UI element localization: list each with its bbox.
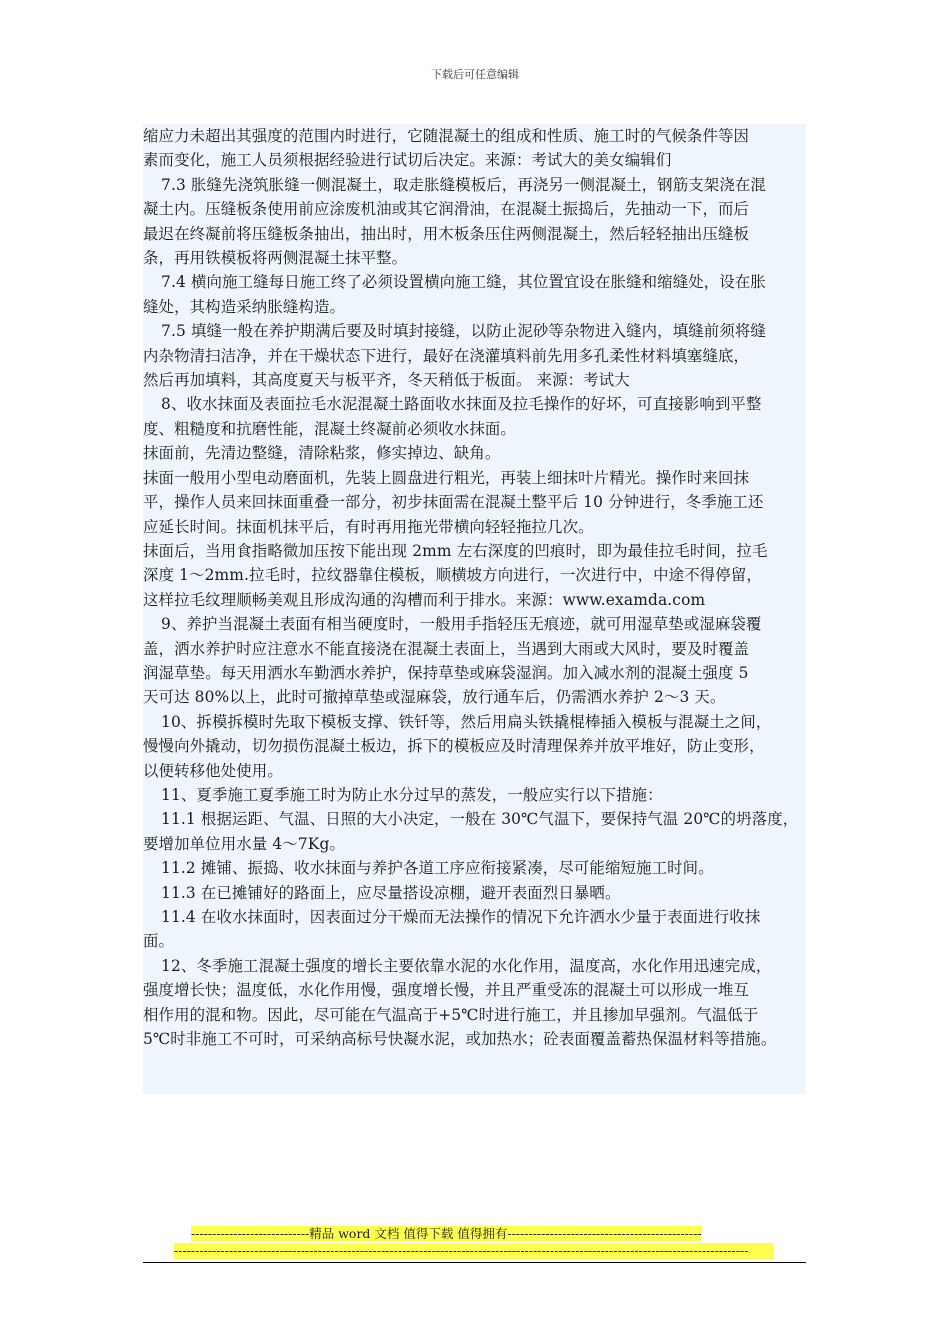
document-body: [143, 124, 806, 1094]
body-line: 抹面前，先清边整缝，清除粘浆，修实掉边、缺角。: [143, 444, 501, 463]
body-line: 缝处，其构造采纳胀缝构造。: [143, 297, 346, 316]
body-line: 强度增长快；温度低，水化作用慢，强度增长慢，并且严重受冻的混凝土可以形成一堆互: [143, 981, 750, 1000]
body-line: 天可达 80%以上，此时可撤掉草垫或湿麻袋，放行通车后，仍需洒水养护 2～3 天。: [143, 688, 726, 707]
body-line: 以便转移他处使用。: [143, 761, 283, 780]
body-line: 11.3 在已摊铺好的路面上，应尽量搭设凉棚，避开表面烈日暴晒。: [161, 883, 621, 902]
body-line: 7.3 胀缝先浇筑胀缝一侧混凝土，取走胀缝模板后，再浇另一侧混凝土，钢筋支架浇在混: [161, 175, 766, 194]
body-line: 10、拆模拆模时先取下模板支撑、铁钎等，然后用扁头铁撬棍棒插入模板与混凝土之间，: [161, 712, 772, 731]
body-line: 11.4 在收水抹面时，因表面过分干燥而无法操作的情况下允许洒水少量于表面进行收抹: [161, 908, 761, 926]
footer-banner: ----------------------------精品 word 文档 值得下载 值得拥有----------------------------------------------: [191, 1226, 702, 1241]
body-line: 11.2 摊铺、振捣、收水抹面与养护各道工序应衔接紧凑，尽可能缩短施工时间。: [161, 859, 714, 878]
body-line: 这样拉毛纹理顺畅美观且形成沟通的沟槽而利于排水。来源：www.examda.com: [143, 590, 706, 609]
body-line: 条，再用铁模板将两侧混凝土抹平整。: [143, 249, 408, 268]
body-line: 素而变化，施工人员须根据经验进行试切后决定。来源：考试大的美女编辑们: [143, 151, 672, 170]
body-line: 然后再加填料，其高度夏天与板平齐，冬天稍低于板面。 来源：考试大: [143, 371, 630, 390]
body-line: 慢慢向外撬动，切勿损伤混凝土板边，拆下的模板应及时清理保养并放平堆好，防止变形，: [143, 737, 765, 756]
body-line: 内杂物清扫洁净，并在干燥状态下进行，最好在浇灌填料前先用多孔柔性材料填塞缝底，: [143, 346, 750, 365]
body-line: 凝土内。压缝板条使用前应涂废机油或其它润滑油，在混凝土振捣后，先抽动一下，而后: [143, 200, 750, 219]
body-line: 润湿草垫。每天用洒水车勤洒水养护，保持草垫或麻袋湿润。加入减水剂的混凝土强度 5: [143, 663, 749, 682]
body-line: 11.1 根据运距、气温、日照的大小决定，一般在 30℃气温下，要保持气温 20℃的坍落度，: [161, 810, 799, 829]
page-header: 下载后可任意编辑: [431, 68, 519, 81]
body-line: 9、养护当混凝土表面有相当硬度时，一般用手指轻压无痕迹，就可用湿草垫或湿麻袋覆: [161, 615, 762, 634]
footer-divider: [143, 1262, 806, 1263]
body-line: 抹面后，当用食指略微加压按下能出现 2mm 左右深度的凹痕时，即为最佳拉毛时间，拉毛: [143, 541, 768, 560]
body-line: 面。: [143, 932, 175, 951]
body-line: 深度 1～2mm.拉毛时，拉纹器靠住模板，顺横坡方向进行，一次进行中，中途不得停留，: [143, 566, 762, 585]
body-line: 11、夏季施工夏季施工时为防止水分过早的蒸发，一般应实行以下措施：: [161, 785, 663, 804]
body-line: 平，操作人员来回抹面重叠一部分，初步抹面需在混凝土整平后 10 分钟进行，冬季施工还: [143, 493, 764, 512]
body-line: 5℃时非施工不可时，可采纳高标号快凝水泥，或加热水；砼表面覆盖蓄热保温材料等措施。: [143, 1030, 777, 1049]
body-line: 应延长时间。抹面机抹平后，有时再用拖光带横向轻轻拖拉几次。: [143, 517, 594, 536]
body-line: 8、收水抹面及表面拉毛水泥混凝土路面收水抹面及拉毛操作的好坏，可直接影响到平整: [161, 395, 762, 414]
body-line: 盖，洒水养护时应注意水不能直接浇在混凝土表面上，当遇到大雨或大风时，要及时覆盖: [143, 639, 750, 658]
body-line: 要增加单位用水量 4～7Kg。: [143, 834, 345, 853]
body-line: 7.4 横向施工缝每日施工终了必须设置横向施工缝，其位置宜设在胀缝和缩缝处，设在胀: [161, 273, 766, 292]
body-line: 缩应力未超出其强度的范围内时进行，它随混凝土的组成和性质、施工时的气候条件等因: [143, 127, 750, 145]
body-line: 相作用的混和物。因此，尽可能在气温高于+5℃时进行施工，并且掺加早强剂。气温低于: [143, 1005, 759, 1024]
body-line: 7.5 填缝一般在养护期满后要及时填封接缝，以防止泥砂等杂物进入缝内，填缝前须将缝: [161, 322, 766, 341]
footer-dash-line: ----------------------------------------------------------------------------------------------------------------------------------------: [174, 1243, 774, 1259]
body-line: 最迟在终凝前将压缝板条抽出，抽出时，用木板条压住两侧混凝土，然后轻轻抽出压缝板: [143, 224, 750, 243]
body-line: 抹面一般用小型电动磨面机，先装上圆盘进行粗光，再装上细抹叶片精光。操作时来回抹: [143, 468, 750, 487]
body-line: 12、冬季施工混凝土强度的增长主要依靠水泥的水化作用，温度高，水化作用迅速完成，: [161, 956, 772, 975]
body-line: 度、粗糙度和抗磨性能，混凝土终凝前必须收水抹面。: [143, 419, 516, 438]
